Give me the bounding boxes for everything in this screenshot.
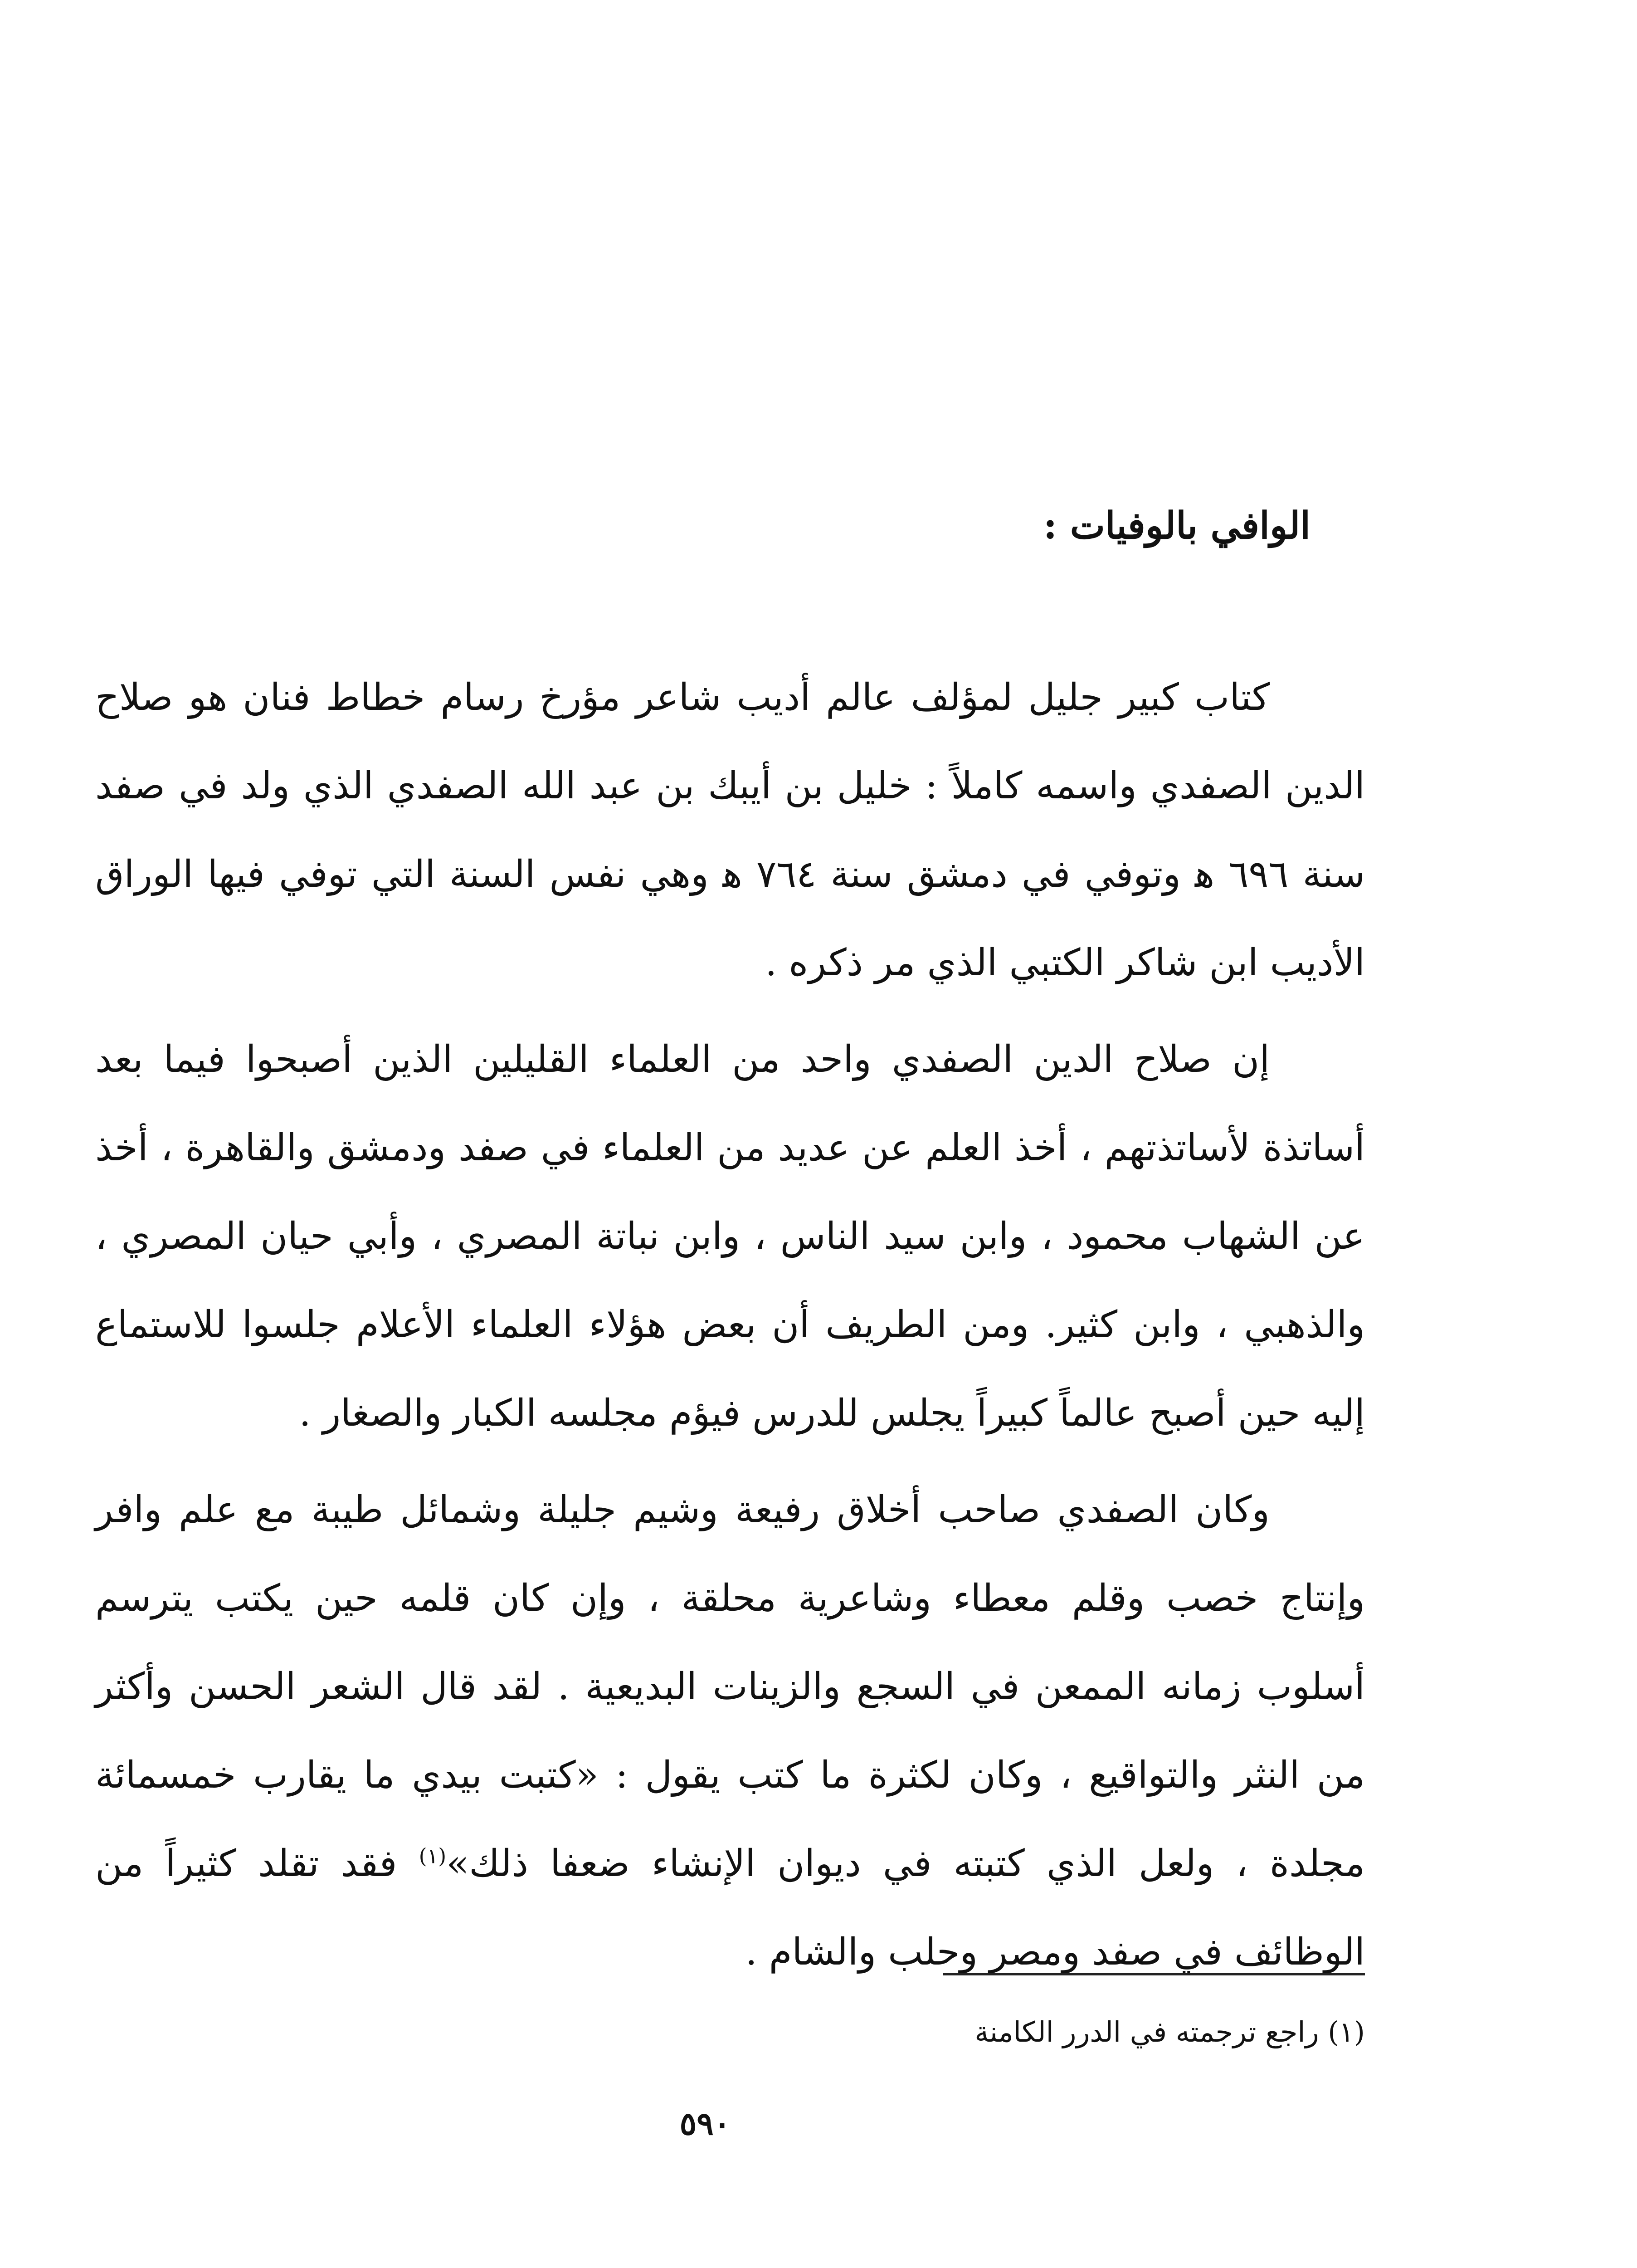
paragraph-3 xyxy=(95,1466,1365,1996)
footnote: (١) راجع ترجمته في الدرر الكامنة xyxy=(974,2015,1365,2048)
footnote-separator xyxy=(943,1973,1365,1975)
page-number: ٥٩٠ xyxy=(679,2105,731,2142)
footnote-reference: (١) xyxy=(419,1843,447,1868)
body-text xyxy=(95,653,1365,2004)
paragraph-2: إن صلاح الدين الصفدي واحد من العلماء القليلين الذين أصبحوا فيما بعد أساتذة لأساتذتهم ، أخذ العلم عن عديد من العلماء في صفد ودمشق والقاهرة ، أخذ عن الشهاب محمود ، وابن سيد الناس ، وابن نباتة المصري ، وأبي حيان المصري ، والذهبي ، وابن كثير. ومن الطريف أن بعض هؤلاء العلماء الأعلام جلسوا للاستماع إليه حين أصبح عالماً كبيراً يجلس للدرس فيؤم مجلسه الكبار والصغار . xyxy=(95,1038,1365,1435)
paragraph-3-text-before: وكان الصفدي صاحب أخلاق رفيعة وشيم جليلة وشمائل طيبة مع علم وافر وإنتاج خصب وقلم معطاء وشاعرية محلقة ، وإن كان قلمه حين يكتب يترسم أسلوب زمانه الممعن في السجع والزينات البديعية . لقد قال الشعر الحسن وأكثر من النثر والتواقيع ، وكان لكثرة ما كتب يقول : «كتبت بيدي ما يقارب خمسمائة مجلدة ، ولعل الذي كتبته في ديوان الإنشاء ضعفا ذلك» xyxy=(95,1488,1365,1885)
paragraph-3-text-after: فقد تقلد كثيراً من الوظائف في صفد ومصر وحلب والشام . xyxy=(95,1842,1365,1974)
paragraph-1: كتاب كبير جليل لمؤلف عالم أديب شاعر مؤرخ رسام خطاط فنان هو صلاح الدين الصفدي واسمه كاملاً : خليل بن أيبك بن عبد الله الصفدي الذي ولد في صفد سنة ٦٩٦ ﻫ وتوفي في دمشق سنة ٧٦٤ ﻫ وهي نفس السنة التي توفي فيها الوراق الأديب ابن شاكر الكتبي الذي مر ذكره . xyxy=(95,676,1365,984)
section-heading: الوافي بالوفيات : xyxy=(1043,504,1311,547)
